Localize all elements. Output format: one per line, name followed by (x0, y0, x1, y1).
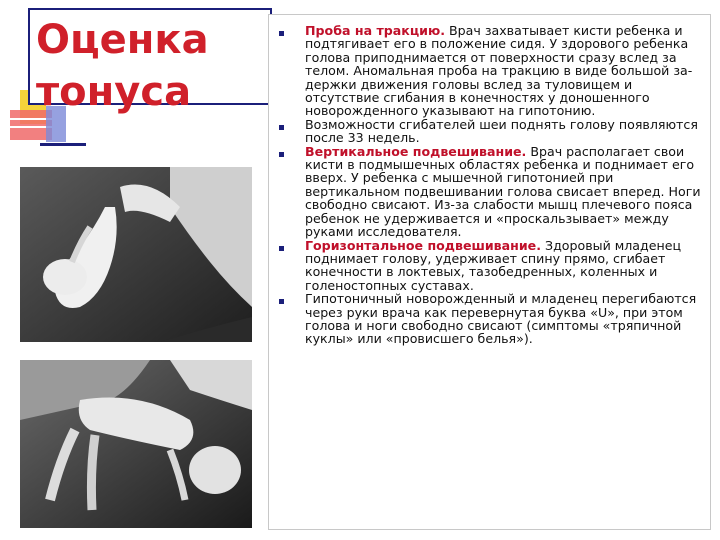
bullet-body: Гипотоничный новорожденный и младенец перегибаются через руки врача как перевернутая буква «U», при этом голова и ноги свободно свисают (симптомы «тряпичной куклы» или «провисшего белья»). (305, 291, 697, 347)
traction-test-photo (20, 167, 252, 342)
bullet-label: Горизонтальное подвешивание. (305, 237, 542, 253)
slide-title: Оценка тонуса (36, 17, 209, 115)
list-item (269, 292, 710, 346)
bullet-text (305, 24, 702, 118)
list-item (269, 145, 710, 239)
bullet-marker-icon (279, 299, 284, 304)
bullet-marker-icon (279, 125, 284, 130)
bullet-text (305, 118, 702, 145)
list-item (269, 239, 710, 293)
bullet-body: Врач захватывает кисти ребенка и подтягивает его в положение сидя. У здорового ребенка голова приподнимается от поверхности сразу вслед за телом. Аномальная проба на тракцию в виде большой за-держки движения головы вслед за туловищем и отсутствие сгибания в конечностях у доношенного новорожденного указывают на гипотонию. (305, 23, 693, 119)
bullet-text (305, 292, 702, 346)
horizontal-suspension-image (20, 360, 252, 528)
bullet-text (305, 145, 702, 239)
traction-test-image (20, 167, 252, 342)
bullet-body: Здоровый младенец поднимает голову, удерживает спину прямо, сгибает конечности в локтевых, тазобедренных, коленных и голеностопных суставах. (305, 237, 682, 293)
list-item (269, 118, 710, 145)
list-item (269, 24, 710, 118)
horizontal-suspension-photo (20, 360, 252, 528)
bullet-body: Возможности сгибателей шеи поднять голову появляются после 33 недель. (305, 116, 698, 146)
bullet-marker-icon (279, 152, 284, 157)
bullet-marker-icon (279, 246, 284, 251)
title-box (28, 8, 272, 115)
bullet-label: Вертикальное подвешивание. (305, 143, 527, 159)
bullet-label: Проба на тракцию. (305, 23, 446, 38)
content-panel (268, 14, 711, 530)
bullet-body: Врач располагает свои кисти в подмышечных областях ребенка и поднимает его вверх. У ребенка с мышечной гипотонией при вертикальном подвешивании голова свисает вперед. Ноги свободно свисают. Из-за слабости мышц плечевого пояса ребенок не удерживается и «проскальзывает» между руками исследователя. (305, 143, 701, 240)
bullet-marker-icon (279, 31, 284, 36)
bullet-text (305, 239, 702, 293)
decor-navy-bar (40, 143, 86, 146)
bullet-list (269, 24, 710, 346)
